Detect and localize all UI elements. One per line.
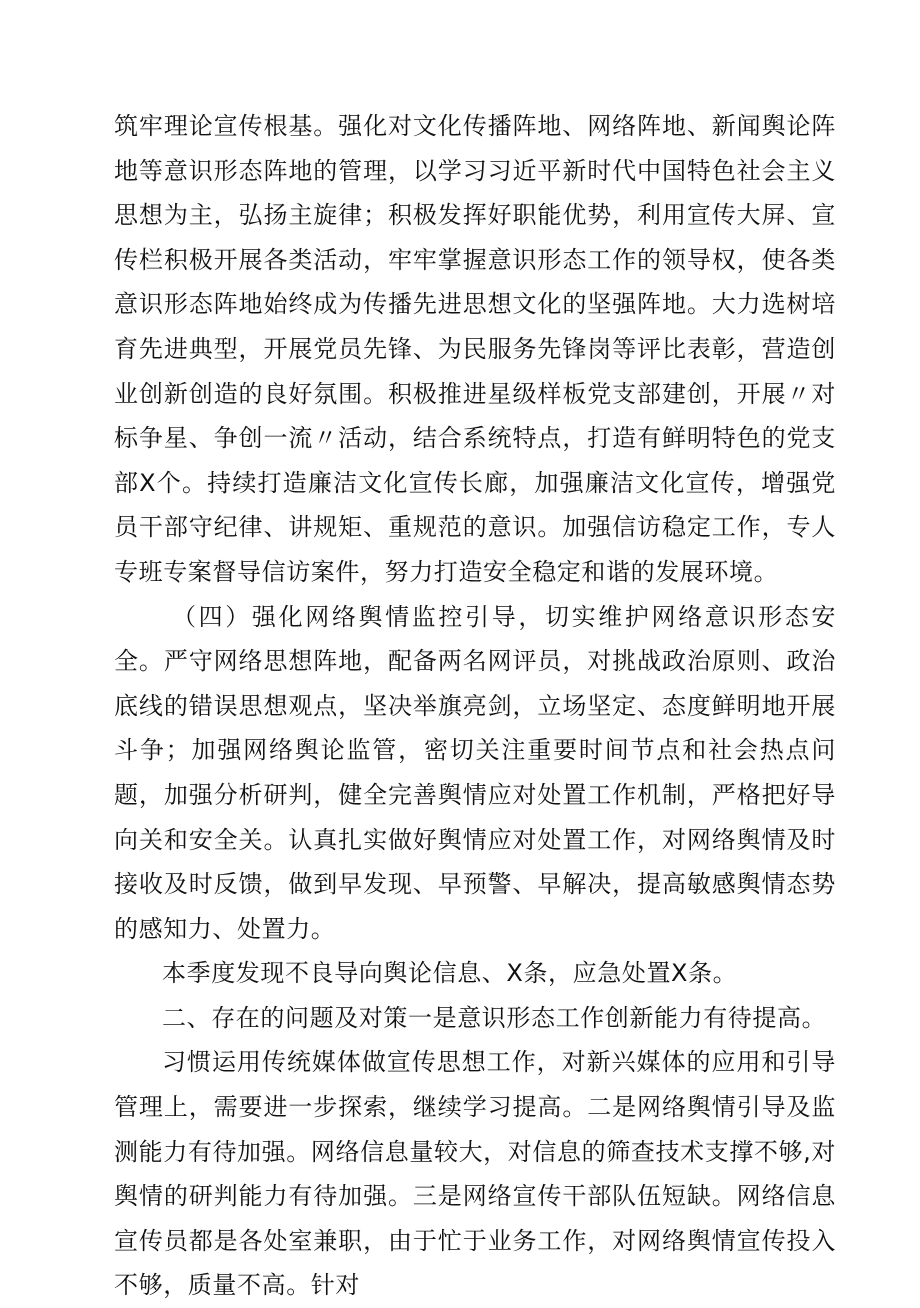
- paragraph-network-opinion: （四）强化网络舆情监控引导，切实维护网络意识形态安全。严守网络思想阵地，配备两名网评员，对挑战政治原则、政治底线的错误思想观点，坚决举旗亮剑，立场坚定、态度鲜明地开展斗争；加强网络舆论监管，密切关注重要时间节点和社会热点问题，加强分析研判，健全完善舆情应对处置工作机制，严格把好导向关和安全关。认真扎实做好舆情应对处置工作，对网络舆情及时接收及时反馈，做到早发现、早预警、早解决，提高敏感舆情态势的感知力、处置力。: [114, 602, 836, 943]
- paragraph-propaganda-base: 筑牢理论宣传根基。强化对文化传播阵地、网络阵地、新闻舆论阵地等意识形态阵地的管理，以学习习近平新时代中国特色社会主义思想为主，弘扬主旋律；积极发挥好职能优势，利用宣传大屏、宣传栏积极开展各类活动，牢牢掌握意识形态工作的领导权，使各类意识形态阵地始终成为传播先进思想文化的坚强阵地。大力选树培育先进典型，开展党员先锋、为民服务先锋岗等评比表彰，营造创业创新创造的良好氛围。积极推进星级样板党支部建创，开展〃对标争星、争创一流〃活动，结合系统特点，打造有鲜明特色的党支部X个。持续打造廉洁文化宣传长廊，加强廉洁文化宣传，增强党员干部守纪律、讲规矩、重规范的意识。加强信访稳定工作，专人专班专案督导信访案件，努力打造安全稳定和谐的发展环境。: [114, 112, 836, 586]
- paragraph-problems: 习惯运用传统媒体做宣传思想工作，对新兴媒体的应用和引导管理上，需要进一步探索，继续学习提高。二是网络舆情引导及监测能力有待加强。网络信息量较大，对信息的筛查技术支撑不够,对舆情的研判能力有待加强。三是网络宣传干部队伍短缺。网络信息宣传员都是各处室兼职，由于忙于业务工作，对网络舆情宣传投入不够，质量不高。针对: [114, 1048, 836, 1300]
- paragraph-quarter-summary: 本季度发现不良导向舆论信息、X条，应急处置X条。: [162, 959, 738, 988]
- paragraph-section-heading: 二、存在的问题及对策一是意识形态工作创新能力有待提高。: [162, 1003, 827, 1032]
